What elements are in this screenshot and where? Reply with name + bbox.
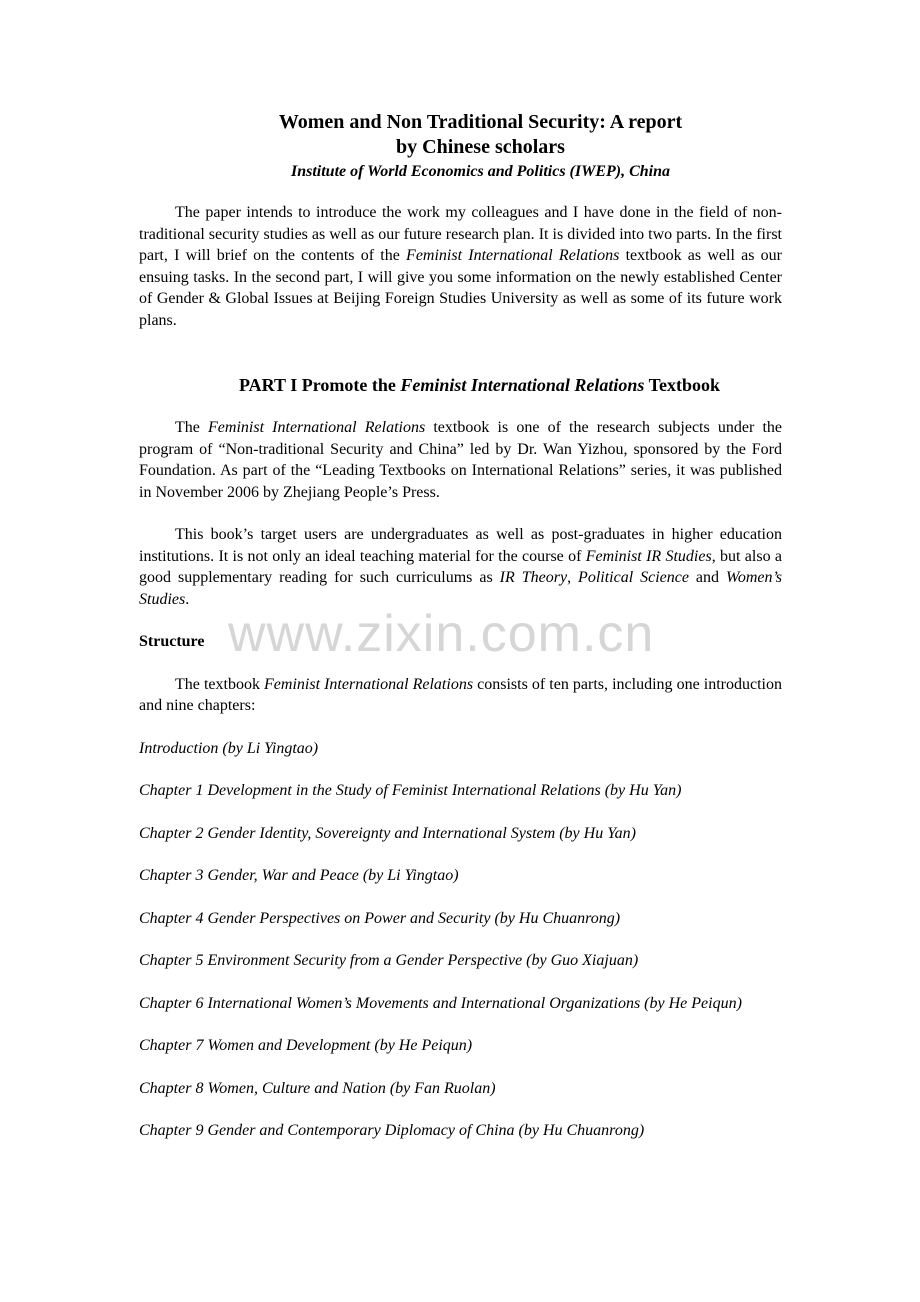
curriculum-womens-studies: Women’s Studies (139, 569, 783, 608)
chapter-item-5: Chapter 5 Environment Security from a Gender Perspective (by Guo Xiajuan) (139, 952, 639, 969)
document-title-line-1: Women and Non Traditional Security: A report (278, 111, 683, 133)
chapter-item-introduction: Introduction (by Li Yingtao) (139, 739, 319, 757)
target-users-paragraph: This book’s target users are undergraduates as well as post-graduates in higher education institutions. It is not only an ideal teaching material for the course of Feminist IR Studies, but also a good supplementary reading for such curriculums as IR Theory, Political Science and Women’s Studies. (139, 526, 783, 608)
part-1-book-title: Feminist International Relations (400, 375, 645, 395)
curriculum-political-science: Political Science (578, 569, 689, 586)
chapter-item-4: Chapter 4 Gender Perspectives on Power and Security (by Hu Chuanrong) (139, 909, 621, 927)
structure-heading: Structure (139, 633, 205, 650)
chapter-item-2: Chapter 2 Gender Identity, Sovereignty and International System (by Hu Yan) (139, 824, 636, 842)
textbook-overview-paragraph: The Feminist International Relations textbook is one of the research subjects under the program of “Non-traditional Security and China” led by Dr. Wan Yizhou, sponsored by the Ford Foundation. As part of the “Leading Textbooks on International Relations” series, it was published in November 2006 by Zhejiang People’s Press. (139, 419, 783, 501)
curriculum-ir-theory: IR Theory (499, 569, 568, 586)
document-title-line-2: by Chinese scholars (396, 136, 565, 158)
chapter-item-7: Chapter 7 Women and Development (by He Peiqun) (139, 1037, 473, 1054)
book-title-italic: Feminist International Relations (264, 675, 474, 693)
book-title-italic: Feminist International Relations (208, 419, 426, 436)
chapter-item-6: Chapter 6 International Women’s Movements and International Organizations (by He Peiqun) (139, 994, 742, 1012)
institute-subtitle: Institute of World Economics and Politics (IWEP), China (290, 163, 671, 180)
book-title-italic: Feminist International Relations (406, 247, 620, 264)
chapter-item-9: Chapter 9 Gender and Contemporary Diplomacy of China (by Hu Chuanrong) (139, 1122, 645, 1139)
chapter-item-1: Chapter 1 Development in the Study of Feminist International Relations (by Hu Yan) (139, 782, 682, 799)
chapter-item-3: Chapter 3 Gender, War and Peace (by Li Yingtao) (139, 867, 459, 884)
intro-paragraph: The paper intends to introduce the work my colleagues and I have done in the field of non-traditional security studies as well as our future research plan. It is divided into two parts. In the first part, I will brief on the contents of the Feminist International Relations textbook as well as our ensuing tasks. In the second part, I will give you some information on the newly established Center of Gender & Global Issues at Beijing Foreign Studies University as well as some of its future work plans. (139, 204, 782, 329)
watermark-text: www.zixin.com.cn (228, 605, 655, 663)
chapter-item-8: Chapter 8 Women, Culture and Nation (by Fan Ruolan) (139, 1079, 496, 1097)
course-name-italic: Feminist IR Studies (585, 547, 712, 565)
structure-paragraph: The textbook Feminist International Relations consists of ten parts, including one introduction and nine chapters: (139, 675, 782, 714)
part-1-heading: PART I Promote the Feminist International Relations Textbook (239, 375, 720, 395)
document-page (139, 110, 782, 1163)
